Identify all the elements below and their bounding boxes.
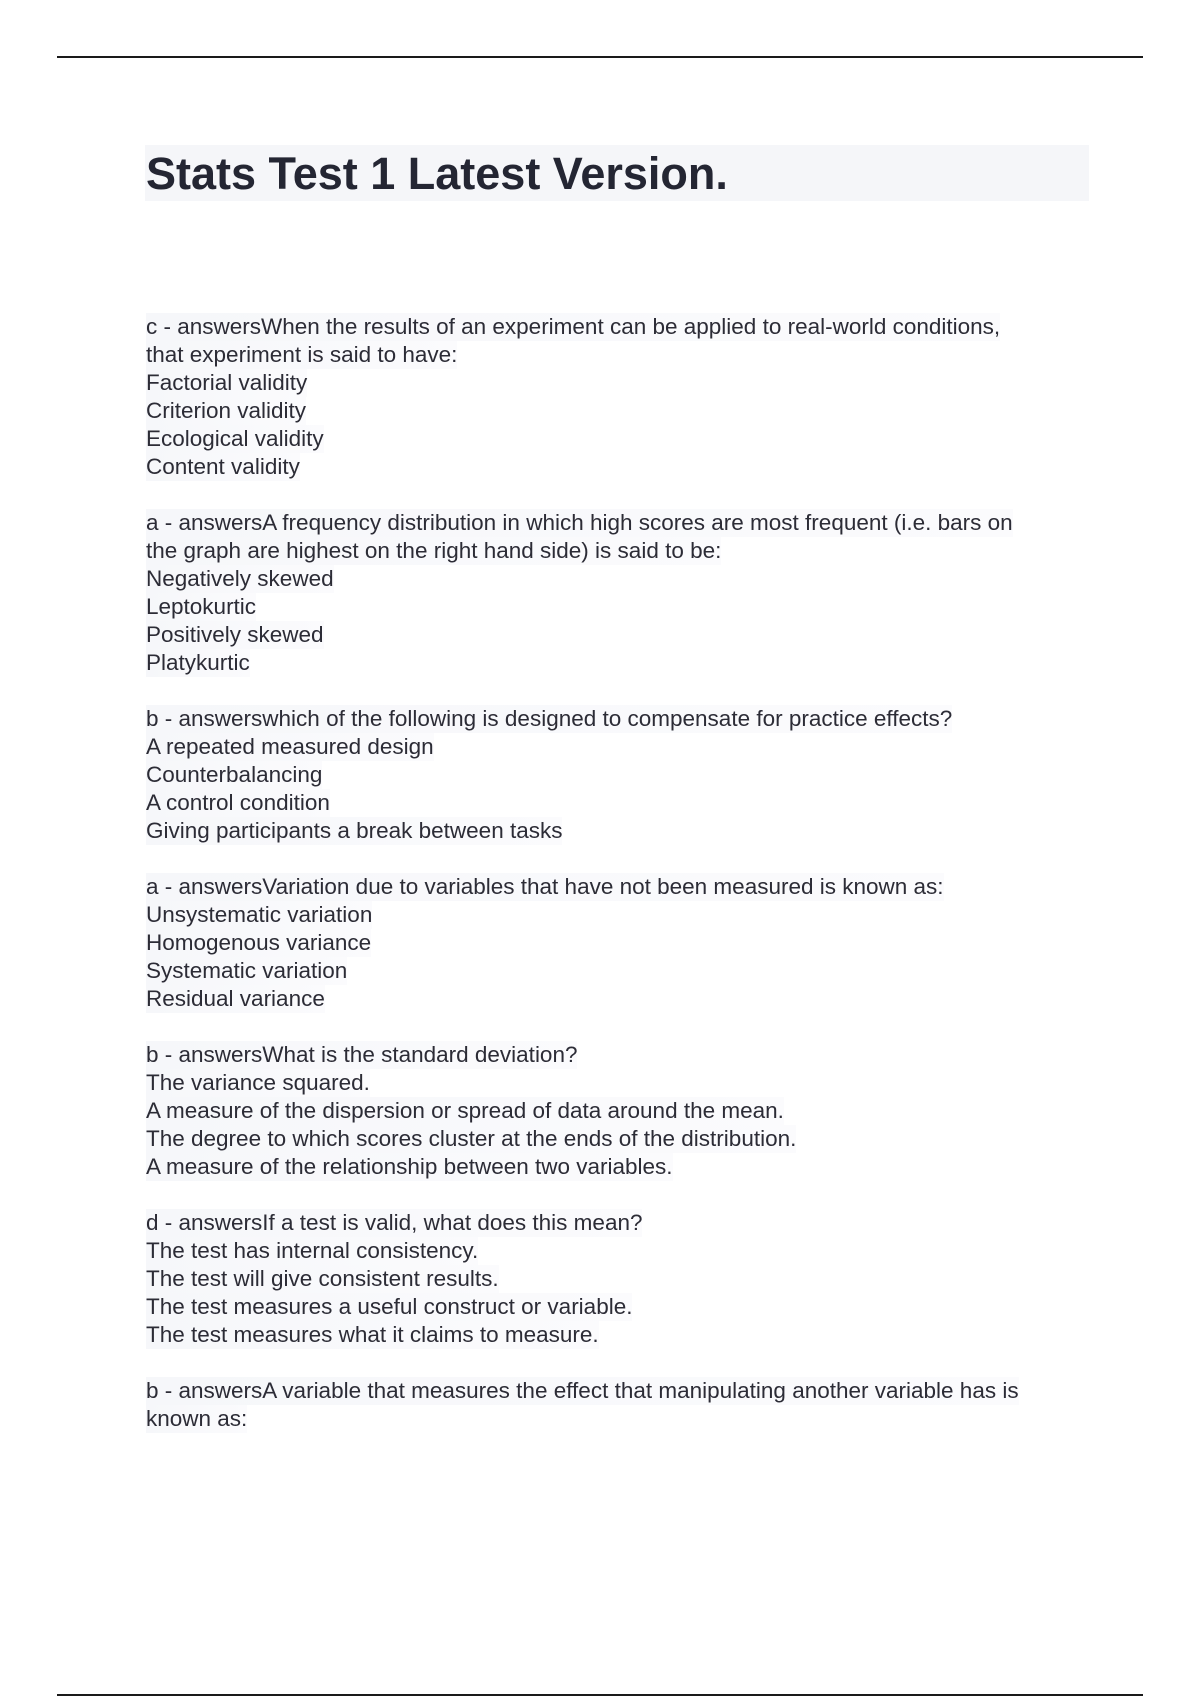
answer-option: A control condition: [146, 790, 330, 815]
question-text: b - answersA variable that measures the effect that manipulating another variable has is: [146, 1378, 1019, 1403]
question-block-6: [146, 1209, 1096, 1349]
question-block-2: [146, 509, 1096, 677]
answer-option: A measure of the relationship between two variables.: [146, 1154, 673, 1179]
answer-option: The test will give consistent results.: [146, 1266, 499, 1291]
question-block-4: [146, 873, 1096, 1013]
question-block-5: [146, 1041, 1096, 1181]
question-text: b - answerswhich of the following is designed to compensate for practice effects?: [146, 706, 953, 731]
bottom-rule: [57, 1694, 1143, 1696]
question-text: a - answersA frequency distribution in which high scores are most frequent (i.e. bars on: [146, 510, 1013, 535]
page-title: Stats Test 1 Latest Version.: [146, 148, 728, 199]
question-list: [146, 313, 1096, 1461]
answer-option: The degree to which scores cluster at the ends of the distribution.: [146, 1126, 797, 1151]
question-text: the graph are highest on the right hand side) is said to be:: [146, 538, 722, 563]
answer-option: Counterbalancing: [146, 762, 323, 787]
answer-option: The test measures a useful construct or variable.: [146, 1294, 633, 1319]
question-text: d - answersIf a test is valid, what does this mean?: [146, 1210, 643, 1235]
question-block-1: [146, 313, 1096, 481]
top-rule: [57, 56, 1143, 58]
answer-option: Ecological validity: [146, 426, 324, 451]
answer-option: Negatively skewed: [146, 566, 334, 591]
answer-option: Giving participants a break between tasks: [146, 818, 563, 843]
answer-option: Homogenous variance: [146, 930, 372, 955]
answer-option: A measure of the dispersion or spread of data around the mean.: [146, 1098, 784, 1123]
question-text: c - answersWhen the results of an experiment can be applied to real-world conditions,: [146, 314, 1001, 339]
answer-option: Platykurtic: [146, 650, 250, 675]
answer-option: The variance squared.: [146, 1070, 370, 1095]
answer-option: Systematic variation: [146, 958, 348, 983]
question-block-3: [146, 705, 1096, 845]
answer-option: Criterion validity: [146, 398, 307, 423]
question-block-7: [146, 1377, 1096, 1433]
question-text: b - answersWhat is the standard deviation?: [146, 1042, 578, 1067]
answer-option: Factorial validity: [146, 370, 308, 395]
answer-option: The test has internal consistency.: [146, 1238, 479, 1263]
answer-option: Unsystematic variation: [146, 902, 373, 927]
answer-option: The test measures what it claims to measure.: [146, 1322, 599, 1347]
answer-option: Leptokurtic: [146, 594, 257, 619]
question-text: a - answersVariation due to variables that have not been measured is known as:: [146, 874, 944, 899]
answer-option: Positively skewed: [146, 622, 324, 647]
answer-option: Residual variance: [146, 986, 325, 1011]
answer-option: A repeated measured design: [146, 734, 434, 759]
answer-option: Content validity: [146, 454, 300, 479]
question-text: that experiment is said to have:: [146, 342, 458, 367]
question-text: known as:: [146, 1406, 248, 1431]
